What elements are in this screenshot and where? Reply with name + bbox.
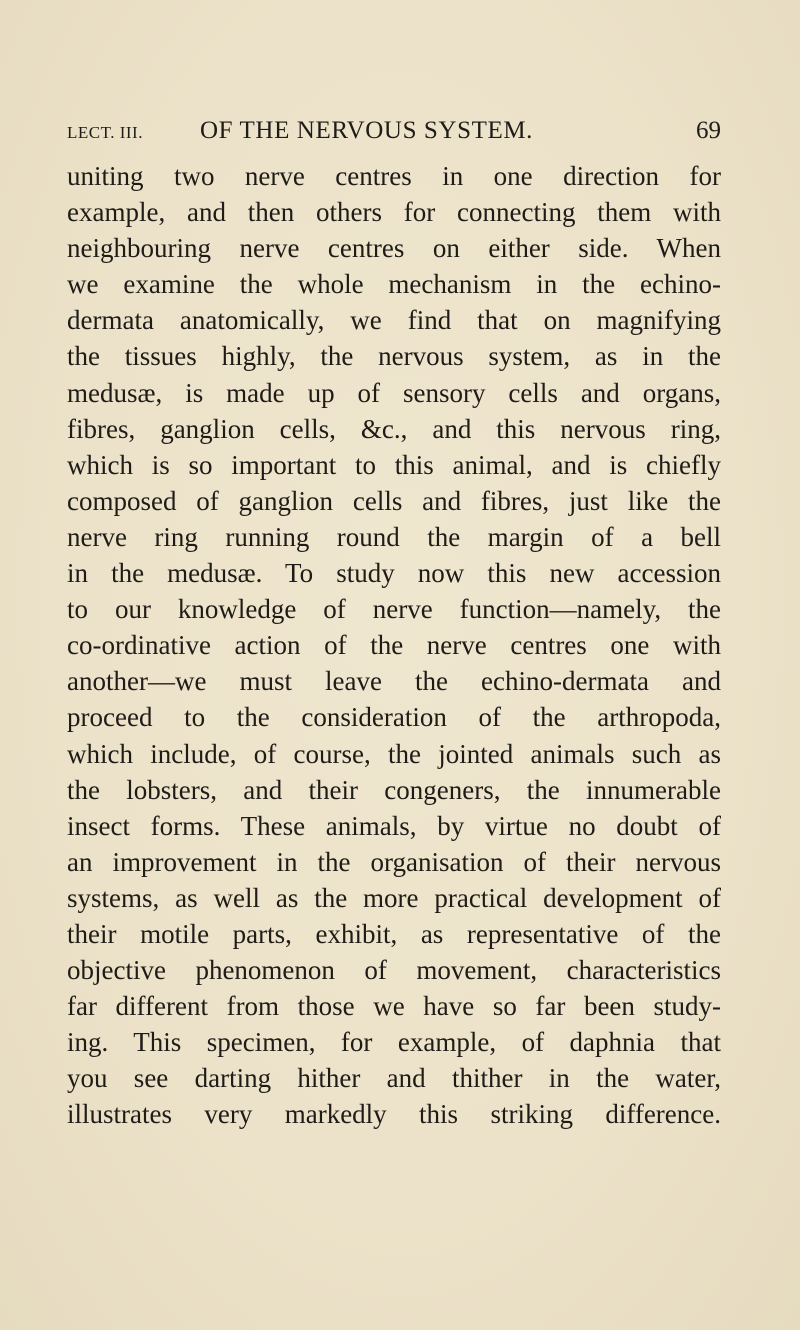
text-line: nerve ring running round the margin of a bell [67, 521, 721, 552]
text-line: neighbouring nerve centres on either side. When [67, 233, 721, 264]
text-line: dermata anatomically, we find that on magnifying [67, 305, 721, 336]
text-line: the tissues highly, the nervous system, as in the [67, 341, 721, 372]
running-head [67, 117, 721, 145]
text-line: their motile parts, exhibit, as representative of the [67, 918, 721, 949]
body-paragraph [67, 158, 721, 1133]
text-line: you see darting hither and thither in the water, [67, 1063, 721, 1094]
text-line: illustrates very markedly this striking difference. [67, 1099, 721, 1130]
text-line: objective phenomenon of movement, characteristics [67, 955, 721, 986]
text-line: fibres, ganglion cells, &c., and this nervous ring, [67, 413, 721, 444]
text-line: far different from those we have so far been study- [67, 991, 721, 1022]
text-line: uniting two nerve centres in one direction for [67, 161, 721, 191]
text-line: systems, as well as the more practical development of [67, 882, 721, 913]
text-line: example, and then others for connecting them with [67, 197, 721, 228]
lecture-number: LECT. III. [67, 123, 143, 142]
text-line: an improvement in the organisation of their nervous [67, 846, 721, 877]
text-line: insect forms. These animals, by virtue no doubt of [67, 810, 721, 841]
text-line: which is so important to this animal, and is chiefly [67, 449, 721, 480]
text-line: the lobsters, and their congeners, the innumerable [67, 774, 721, 805]
text-line: in the medusæ. To study now this new accession [67, 558, 721, 589]
text-line: medusæ, is made up of sensory cells and organs, [67, 377, 721, 408]
page-number: 69 [696, 117, 721, 144]
text-line: another—we must leave the echino-dermata and [67, 666, 721, 697]
text-line: which include, of course, the jointed animals such as [67, 738, 721, 769]
text-line: we examine the whole mechanism in the echino- [67, 269, 721, 300]
text-line: proceed to the consideration of the arthropoda, [67, 702, 721, 733]
text-line: composed of ganglion cells and fibres, just like the [67, 485, 721, 516]
text-line: to our knowledge of nerve function—namely, the [67, 594, 721, 625]
text-line: co-ordinative action of the nerve centres one with [67, 630, 721, 661]
running-title: OF THE NERVOUS SYSTEM. [200, 117, 533, 144]
text-line: ing. This specimen, for example, of daphnia that [67, 1027, 721, 1058]
